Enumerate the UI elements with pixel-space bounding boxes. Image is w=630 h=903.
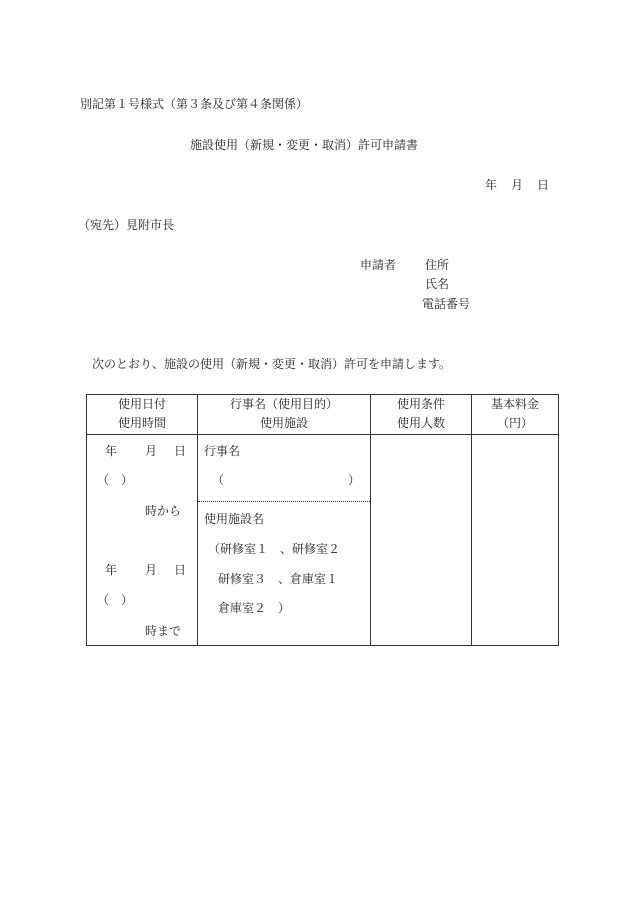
header-conditions-line1: 使用条件	[396, 397, 445, 411]
header-event-facility	[198, 395, 371, 435]
applicant-phone-label: 電話番号	[422, 297, 471, 311]
header-fee-line1: 基本料金	[490, 397, 539, 411]
fee-cell[interactable]	[472, 435, 559, 646]
start-month-label: 月	[145, 444, 158, 458]
document-title: 施設使用（新規・変更・取消）許可申請書	[190, 138, 419, 152]
event-name-close-paren: ）	[348, 473, 361, 487]
addressee: （宛先）見附市長	[78, 218, 175, 232]
header-fee-line2: （円）	[496, 416, 533, 430]
event-name-label: 行事名	[204, 444, 241, 458]
application-date	[485, 178, 549, 192]
date-time-cell[interactable]	[87, 435, 198, 646]
start-day-label: 日	[174, 444, 187, 458]
conditions-cell[interactable]	[371, 435, 472, 646]
end-month-label: 月	[145, 563, 158, 577]
intro-statement: 次のとおり、施設の使用（新規・変更・取消）許可を申請します。	[92, 357, 452, 371]
header-date-time	[87, 395, 198, 435]
header-date-line1: 使用日付	[117, 397, 166, 411]
end-weekday-paren: （ ）	[97, 593, 134, 607]
header-event-line1: 行事名（使用目的）	[229, 397, 338, 411]
event-name-open-paren: （	[212, 473, 225, 487]
facility-options-line2[interactable]: 研修室３ 、倉庫室１	[218, 572, 339, 586]
header-conditions-line2: 使用人数	[396, 416, 445, 430]
date-day-label: 日	[537, 178, 550, 192]
form-number-label: 別記第１号様式（第３条及び第４条関係）	[80, 97, 309, 111]
applicant-address-label: 住所	[425, 258, 450, 272]
end-day-label: 日	[174, 563, 187, 577]
start-weekday-paren: （ ）	[97, 473, 134, 487]
end-time-label: 時まで	[145, 624, 182, 638]
applicant-label: 申請者	[360, 258, 397, 272]
application-table	[86, 394, 559, 646]
end-year-label: 年	[105, 563, 118, 577]
table-body-row	[87, 435, 559, 646]
header-conditions	[371, 395, 472, 435]
header-fee	[472, 395, 559, 435]
date-month-label: 月	[511, 178, 524, 192]
facility-options-line3[interactable]: 倉庫室２ ）	[218, 601, 291, 615]
facility-name-label: 使用施設名	[204, 512, 265, 526]
date-year-label: 年	[485, 178, 498, 192]
table-header-row	[87, 395, 559, 435]
event-facility-cell[interactable]	[198, 435, 371, 646]
start-year-label: 年	[105, 444, 118, 458]
applicant-name-label: 氏名	[425, 277, 450, 291]
start-time-label: 時から	[145, 504, 182, 518]
header-date-line2: 使用時間	[117, 416, 166, 430]
header-event-line2: 使用施設	[259, 416, 308, 430]
facility-options-line1[interactable]: （研修室１ 、研修室２	[208, 542, 341, 556]
dotted-divider	[198, 501, 370, 502]
